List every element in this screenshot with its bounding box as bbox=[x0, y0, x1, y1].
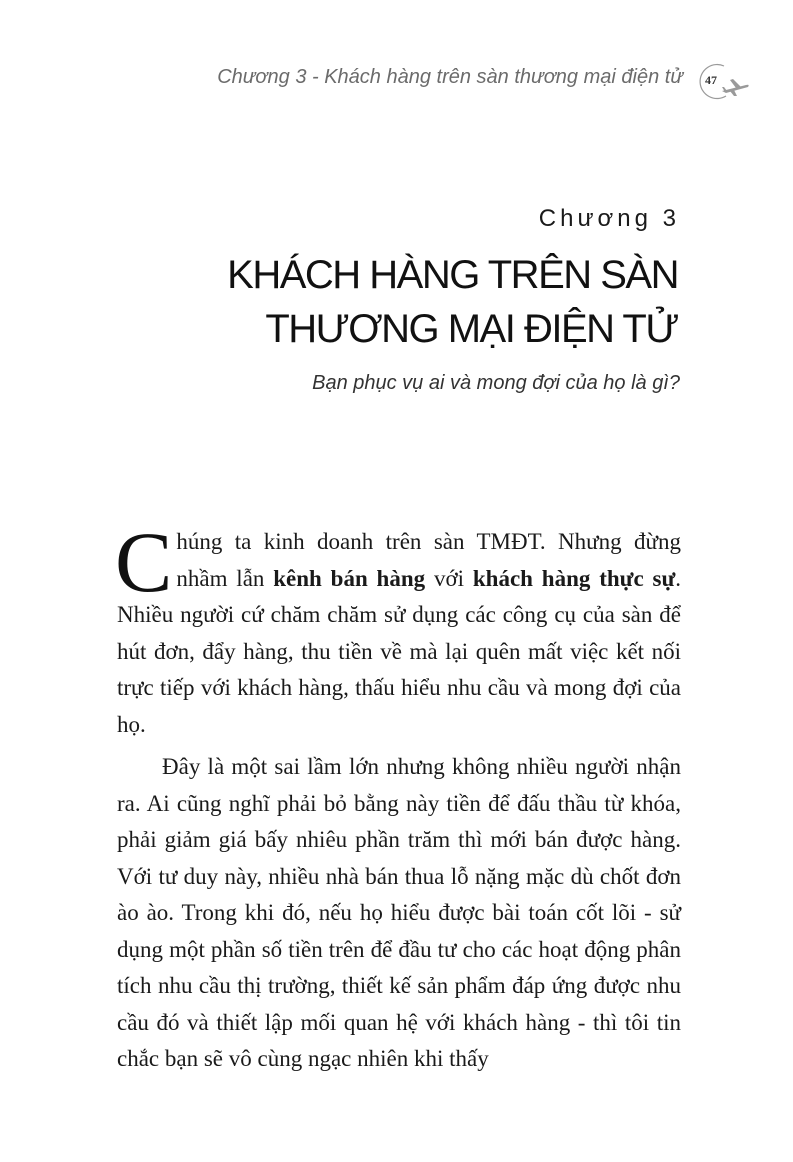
chapter-title-line-2: THƯƠNG MẠI ĐIỆN TỬ bbox=[265, 307, 678, 351]
page-number-badge bbox=[692, 58, 752, 106]
bold-term-real-customer: khách hàng thực sự bbox=[472, 565, 676, 591]
bold-term-sales-channel: kênh bán hàng bbox=[273, 565, 426, 591]
chapter-title-line-1: KHÁCH HÀNG TRÊN SÀN bbox=[227, 253, 678, 297]
body-text bbox=[115, 514, 681, 1078]
chapter-title bbox=[118, 248, 678, 356]
chapter-subtitle: Bạn phục vụ ai và mong đợi của họ là gì? bbox=[312, 372, 680, 394]
drop-cap: C bbox=[115, 514, 173, 610]
paragraph-1 bbox=[115, 514, 681, 743]
paragraph-1-text-start: húng ta kinh doanh trên sàn TMĐT. Nhưng đừng nhầm lẫn bbox=[176, 529, 681, 591]
page-number: 47 bbox=[705, 73, 717, 87]
paragraph-2: Đây là một sai lầm lớn nhưng không nhiều người nhận ra. Ai cũng nghĩ phải bỏ bằng này tiền để đấu thầu từ khóa, phải giảm giá bấy nhiêu phần trăm thì mới bán được hàng. Với tư duy này, nhiều nhà bán thua lỗ nặng mặc dù chốt đơn ào ào. Trong khi đó, nếu họ hiểu được bài toán cốt lõi - sử dụng một phần số tiền trên để đầu tư cho các hoạt động phân tích nhu cầu thị trường, thiết kế sản phẩm đáp ứng được nhu cầu đó và thiết lập mối quan hệ với khách hàng - thì tôi tin chắc bạn sẽ vô cùng ngạc nhiên khi thấy bbox=[117, 754, 681, 1071]
paragraph-1-text-end: . Nhiều người cứ chăm chăm sử dụng các công cụ của sàn để hút đơn, đẩy hàng, thu tiền về mà lại quên mất việc kết nối trực tiếp với khách hàng, thấu hiểu nhu cầu và mong đợi của họ. bbox=[117, 565, 681, 737]
paragraph-1-text-mid: với bbox=[425, 565, 473, 591]
chapter-label: Chương 3 bbox=[538, 205, 680, 232]
running-header: Chương 3 - Khách hàng trên sàn thương mại điện tử bbox=[217, 66, 683, 88]
